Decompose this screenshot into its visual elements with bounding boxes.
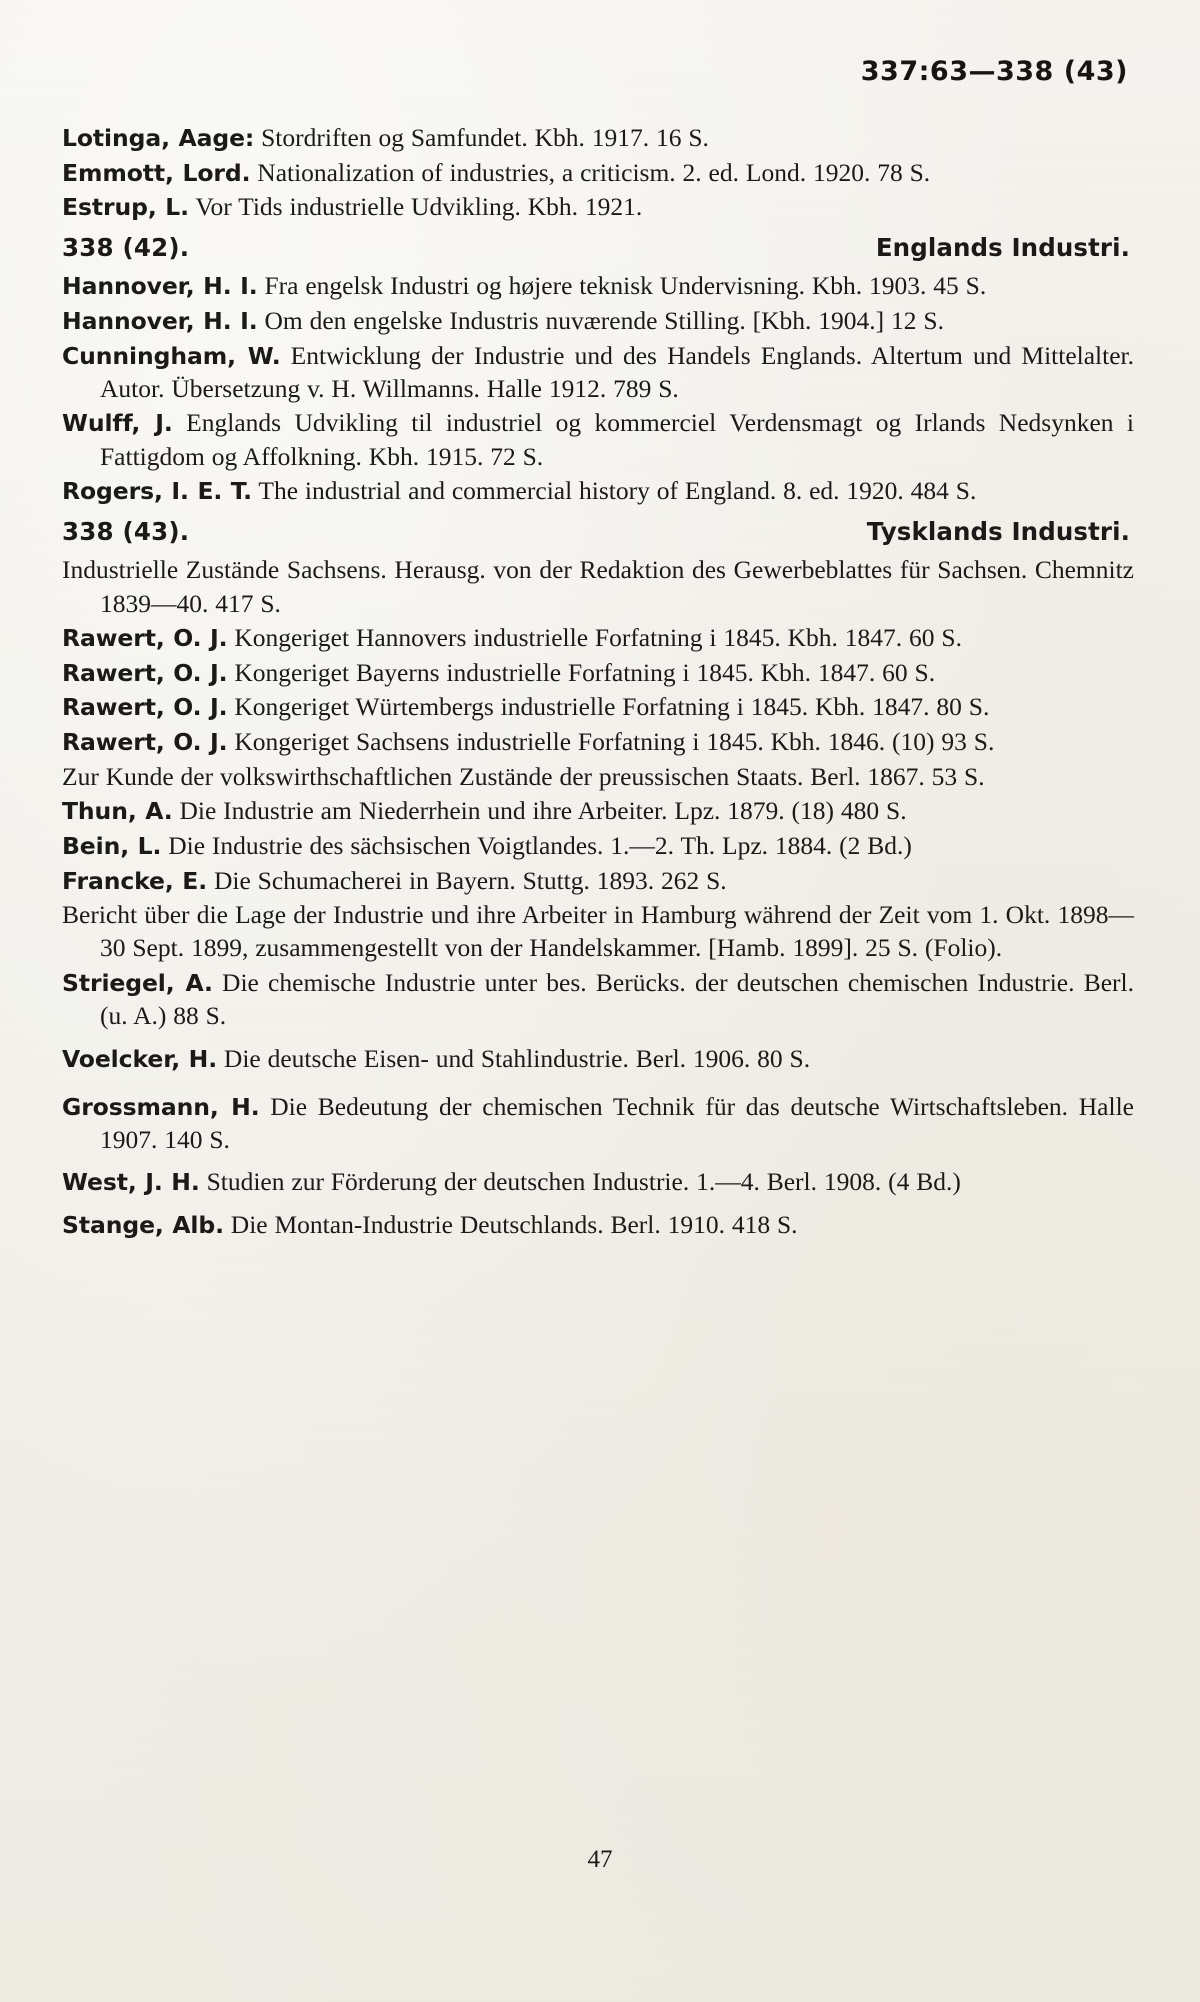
- bibliography-entry: [62, 966, 1134, 1032]
- bibliography-entry: [62, 269, 1134, 302]
- entry-text: Fra engelsk Industri og højere teknisk Undervisning. Kbh. 1903. 45 S.: [257, 271, 987, 301]
- bibliography-entry: [62, 864, 1134, 897]
- page-number: 47: [587, 1846, 613, 1873]
- bibliography-entry: [62, 1165, 1134, 1198]
- entry-author: Rogers, I. E. T.: [62, 477, 252, 506]
- entry-author: Stange, Alb.: [62, 1210, 224, 1239]
- entry-text: Englands Udvikling til industriel og kommerciel Verdensmagt og Irlands Nedsynken i Fattigdom og Affolkning. Kbh. 1915. 72 S.: [100, 408, 1134, 471]
- entry-author: Cunningham, W.: [62, 341, 281, 370]
- entry-text: Die Bedeutung der chemischen Technik für das deutsche Wirtschaftsleben. Halle 1907. 140 S.: [100, 1091, 1134, 1154]
- section-title: Tysklands Industri.: [866, 517, 1130, 547]
- entry-text: The industrial and commercial history of England. 8. ed. 1920. 484 S.: [252, 476, 977, 506]
- bibliography-entry: [62, 760, 1134, 793]
- entry-author: Thun, A.: [62, 797, 173, 826]
- entry-text: Die Schumacherei in Bayern. Stuttg. 1893. 262 S.: [207, 865, 727, 895]
- entry-author: Rawert, O. J.: [62, 658, 228, 687]
- spacer: [62, 1200, 1134, 1208]
- bibliography-entry: [62, 304, 1134, 337]
- entry-text: Die Montan-Industrie Deutschlands. Berl. 1910. 418 S.: [223, 1209, 798, 1239]
- bibliography-entry: [62, 725, 1134, 758]
- bibliography-entry: [62, 1208, 1134, 1241]
- spacer: [62, 1157, 1134, 1165]
- entry-text: Die Industrie des sächsischen Voigtlandes. 1.—2. Th. Lpz. 1884. (2 Bd.): [161, 831, 912, 861]
- bibliography-entry: [62, 406, 1134, 472]
- entry-text: Stordriften og Samfundet. Kbh. 1917. 16 S.: [254, 123, 709, 152]
- entry-text: Industrielle Zustände Sachsens. Herausg. von der Redaktion des Gewerbeblattes für Sachsen. Chemnitz 1839—40. 417 S.: [62, 555, 1134, 618]
- entry-text: Kongeriget Hannovers industrielle Forfatning i 1845. Kbh. 1847. 60 S.: [227, 623, 962, 653]
- section-heading-338-42: [62, 233, 1134, 262]
- entry-author: Francke, E.: [62, 866, 208, 895]
- entry-text: Die Industrie am Niederrhein und ihre Arbeiter. Lpz. 1879. (18) 480 S.: [172, 796, 907, 826]
- entry-text: Zur Kunde der volkswirthschaftlichen Zustände der preussischen Staats. Berl. 1867. 53 S.: [62, 761, 985, 791]
- entry-text: Die chemische Industrie unter bes. Berücks. der deutschen chemischen Industrie. Berl. (u. A.) 88 S.: [100, 968, 1134, 1031]
- entry-text: Bericht über die Lage der Industrie und ihre Arbeiter in Hamburg während der Zeit vom 1. Okt. 1898—30 Sept. 1899, zusammengestellt von der Handelskammer. [Hamb. 1899]. 25 S. (Folio).: [62, 900, 1134, 963]
- bibliography-entry: [62, 621, 1134, 654]
- entry-author: Hannover, H. I.: [62, 272, 258, 301]
- bibliography-entry: [62, 190, 1134, 223]
- entry-author: Bein, L.: [62, 832, 162, 861]
- entry-author: Striegel, A.: [62, 969, 213, 998]
- bibliography-entry: [62, 898, 1134, 964]
- running-head: 337:63—338 (43): [860, 56, 1128, 87]
- entry-text: Vor Tids industrielle Udvikling. Kbh. 1921.: [188, 192, 643, 222]
- bibliography-entry: [62, 656, 1134, 689]
- entry-text: Entwicklung der Industrie und des Handels Englands. Altertum und Mittelalter. Autor. Übersetzung v. H. Willmanns. Halle 1912. 789 S.: [100, 340, 1134, 403]
- entry-author: Lotinga, Aage:: [62, 124, 255, 152]
- page-content: [62, 56, 1134, 1243]
- bibliography-entry: [62, 553, 1134, 619]
- spacer: [62, 1077, 1134, 1090]
- section-number: 338 (43).: [62, 517, 190, 547]
- entry-author: Wulff, J.: [62, 409, 173, 438]
- entry-author: Hannover, H. I.: [62, 307, 258, 336]
- entry-author: Rawert, O. J.: [62, 728, 228, 757]
- bibliography-entry: [62, 690, 1134, 723]
- section-heading-338-43: [62, 517, 1134, 546]
- bibliography-entry: [62, 339, 1134, 405]
- bibliography-entry: [62, 794, 1134, 827]
- section-number: 338 (42).: [62, 233, 190, 263]
- entry-author: Rawert, O. J.: [62, 693, 228, 722]
- entry-author: Rawert, O. J.: [62, 624, 228, 653]
- spacer: [62, 1034, 1134, 1042]
- bibliography-entry: [62, 474, 1134, 507]
- entry-author: Grossmann, H.: [62, 1092, 260, 1121]
- section-title: Englands Industri.: [875, 233, 1130, 263]
- bibliography-entry: [62, 156, 1134, 189]
- entry-text: Studien zur Förderung der deutschen Industrie. 1.—4. Berl. 1908. (4 Bd.): [199, 1167, 961, 1197]
- entry-text: Kongeriget Würtembergs industrielle Forfatning i 1845. Kbh. 1847. 80 S.: [227, 692, 990, 722]
- entry-author: Estrup, L.: [62, 193, 189, 222]
- bibliography-entry: [62, 1042, 1134, 1075]
- bibliography-entry: [62, 1090, 1134, 1156]
- entry-author: Voelcker, H.: [62, 1044, 218, 1073]
- entry-text: Kongeriget Sachsens industrielle Forfatning i 1845. Kbh. 1846. (10) 93 S.: [227, 727, 995, 757]
- bibliography-entry: [62, 829, 1134, 862]
- entry-author: Emmott, Lord.: [62, 158, 251, 187]
- entry-text: Kongeriget Bayerns industrielle Forfatning i 1845. Kbh. 1847. 60 S.: [227, 657, 936, 687]
- entry-text: Nationalization of industries, a criticism. 2. ed. Lond. 1920. 78 S.: [250, 157, 931, 187]
- entry-text: Die deutsche Eisen- und Stahlindustrie. Berl. 1906. 80 S.: [217, 1043, 811, 1073]
- bibliography-entry: [62, 121, 1134, 154]
- entry-text: Om den engelske Industris nuværende Stilling. [Kbh. 1904.] 12 S.: [257, 306, 944, 336]
- entry-author: West, J. H.: [62, 1168, 200, 1197]
